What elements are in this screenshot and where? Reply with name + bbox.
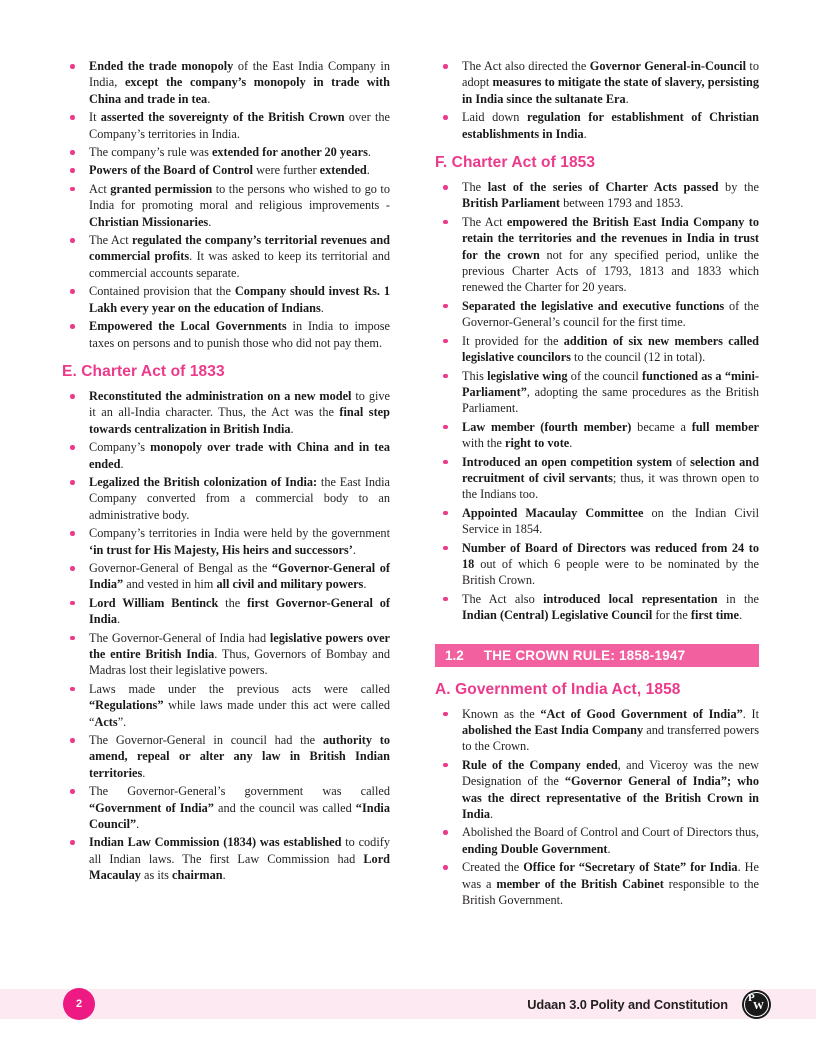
section-title: THE CROWN RULE: 1858-1947 (483, 647, 686, 663)
list-item: Ended the trade monopoly of the East India Company in India, except the company’s monopoly in trade with China and trade in tea. (62, 58, 390, 107)
list-item: Lord William Bentinck the first Governor-General of India. (62, 595, 390, 628)
list-item: Number of Board of Directors was reduced from 24 to 18 out of which 6 people were to be nominated by the British Crown. (435, 540, 759, 589)
list-item: Rule of the Company ended, and Viceroy was the new Designation of the “Governor General of India”; who was the direct representative of the British Crown in India. (435, 757, 759, 823)
list-item: Company’s monopoly over trade with China and in tea ended. (62, 439, 390, 472)
section-number: 1.2 (445, 647, 464, 663)
footer-title: Udaan 3.0 Polity and Constitution (527, 997, 728, 1012)
two-column-body (0, 58, 816, 910)
list-item: It asserted the sovereignty of the British Crown over the Company’s territories in India. (62, 109, 390, 142)
list-item: The Governor-General of India had legislative powers over the entire British India. Thus, Governors of Bombay and Madras lost their legislative powers. (62, 630, 390, 679)
list-item: Act granted permission to the persons who wished to go to India for promoting moral and religious improvements - Christian Missionaries. (62, 181, 390, 230)
list-item: Appointed Macaulay Committee on the Indian Civil Service in 1854. (435, 505, 759, 538)
goi-act-1858-bullet-list (435, 706, 759, 909)
pw-logo-ring (744, 992, 769, 1017)
list-item: Created the Office for “Secretary of State” for India. He was a member of the British Cabinet responsible to the British Government. (435, 859, 759, 908)
charter-act-1833-bullet-list (62, 388, 390, 884)
list-item: Indian Law Commission (1834) was established to codify all Indian laws. The first Law Commission had Lord Macaulay as its chairman. (62, 834, 390, 883)
list-item: Laid down regulation for establishment of Christian establishments in India. (435, 109, 759, 142)
list-item: Legalized the British colonization of India: the East India Company converted from a commercial body to an administrative body. (62, 474, 390, 523)
list-item: Powers of the Board of Control were further extended. (62, 162, 390, 178)
pw-logo-icon (742, 990, 771, 1019)
list-item: Reconstituted the administration on a new model to give it an all-India character. Thus, the Act was the final step towards centralization in British India. (62, 388, 390, 437)
list-item: The Act also introduced local representation in the Indian (Central) Legislative Council for the first time. (435, 591, 759, 624)
list-item: Governor-General of Bengal as the “Governor-General of India” and vested in him all civil and military powers. (62, 560, 390, 593)
list-item: Laws made under the previous acts were called “Regulations” while laws made under this act were called “Acts”. (62, 681, 390, 730)
page-number-badge: 2 (63, 988, 95, 1020)
pw-logo-letter-w: W (753, 1000, 764, 1012)
heading-goi-act-1858: A. Government of India Act, 1858 (435, 680, 681, 698)
heading-charter-act-1833: E. Charter Act of 1833 (62, 362, 225, 380)
list-item: This legislative wing of the council functioned as a “mini- Parliament”, adopting the same procedures as the British Parliament. (435, 368, 759, 417)
right-column (408, 58, 816, 910)
right-top-bullet-list (435, 58, 759, 142)
list-item: The last of the series of Charter Acts passed by the British Parliament between 1793 and 1853. (435, 179, 759, 212)
left-top-bullet-list (62, 58, 390, 351)
list-item: The Act regulated the company’s territorial revenues and commercial profits. It was asked to keep its territorial and commercial accounts separate. (62, 232, 390, 281)
list-item: It provided for the addition of six new members called legislative councilors to the council (12 in total). (435, 333, 759, 366)
list-item: The company’s rule was extended for another 20 years. (62, 144, 390, 160)
pw-logo-letter-p: P (748, 992, 755, 1004)
list-item: Contained provision that the Company should invest Rs. 1 Lakh every year on the education of Indians. (62, 283, 390, 316)
list-item: Introduced an open competition system of selection and recruitment of civil servants; thus, it was thrown open to the Indians too. (435, 454, 759, 503)
list-item: The Act also directed the Governor General-in-Council to adopt measures to mitigate the state of slavery, persisting in India since the sultanate Era. (435, 58, 759, 107)
list-item: Separated the legislative and executive functions of the Governor-General’s council for the first time. (435, 298, 759, 331)
heading-charter-act-1853: F. Charter Act of 1853 (435, 154, 596, 172)
charter-act-1853-bullet-list (435, 179, 759, 624)
list-item: Empowered the Local Governments in India to impose taxes on persons and to punish those who did not pay them. (62, 318, 390, 351)
list-item: The Act empowered the British East India Company to retain the territories and the revenues in India in trust for the crown not for any specified period, unlike the previous Charter Acts of 1793, 1813 and 1833 which renewed the Charter for 20 years. (435, 214, 759, 296)
list-item: Known as the “Act of Good Government of India”. It abolished the East India Company and transferred powers to the Crown. (435, 706, 759, 755)
left-column (0, 58, 408, 910)
list-item: Company’s territories in India were held by the government ‘in trust for His Majesty, His heirs and successors’. (62, 525, 390, 558)
list-item: Law member (fourth member) became a full member with the right to vote. (435, 419, 759, 452)
list-item: The Governor-General in council had the authority to amend, repeal or alter any law in British Indian territories. (62, 732, 390, 781)
section-header-bar (435, 644, 759, 667)
list-item: The Governor-General’s government was called “Government of India” and the council was called “India Council”. (62, 783, 390, 832)
list-item: Abolished the Board of Control and Court of Directors thus, ending Double Government. (435, 824, 759, 857)
